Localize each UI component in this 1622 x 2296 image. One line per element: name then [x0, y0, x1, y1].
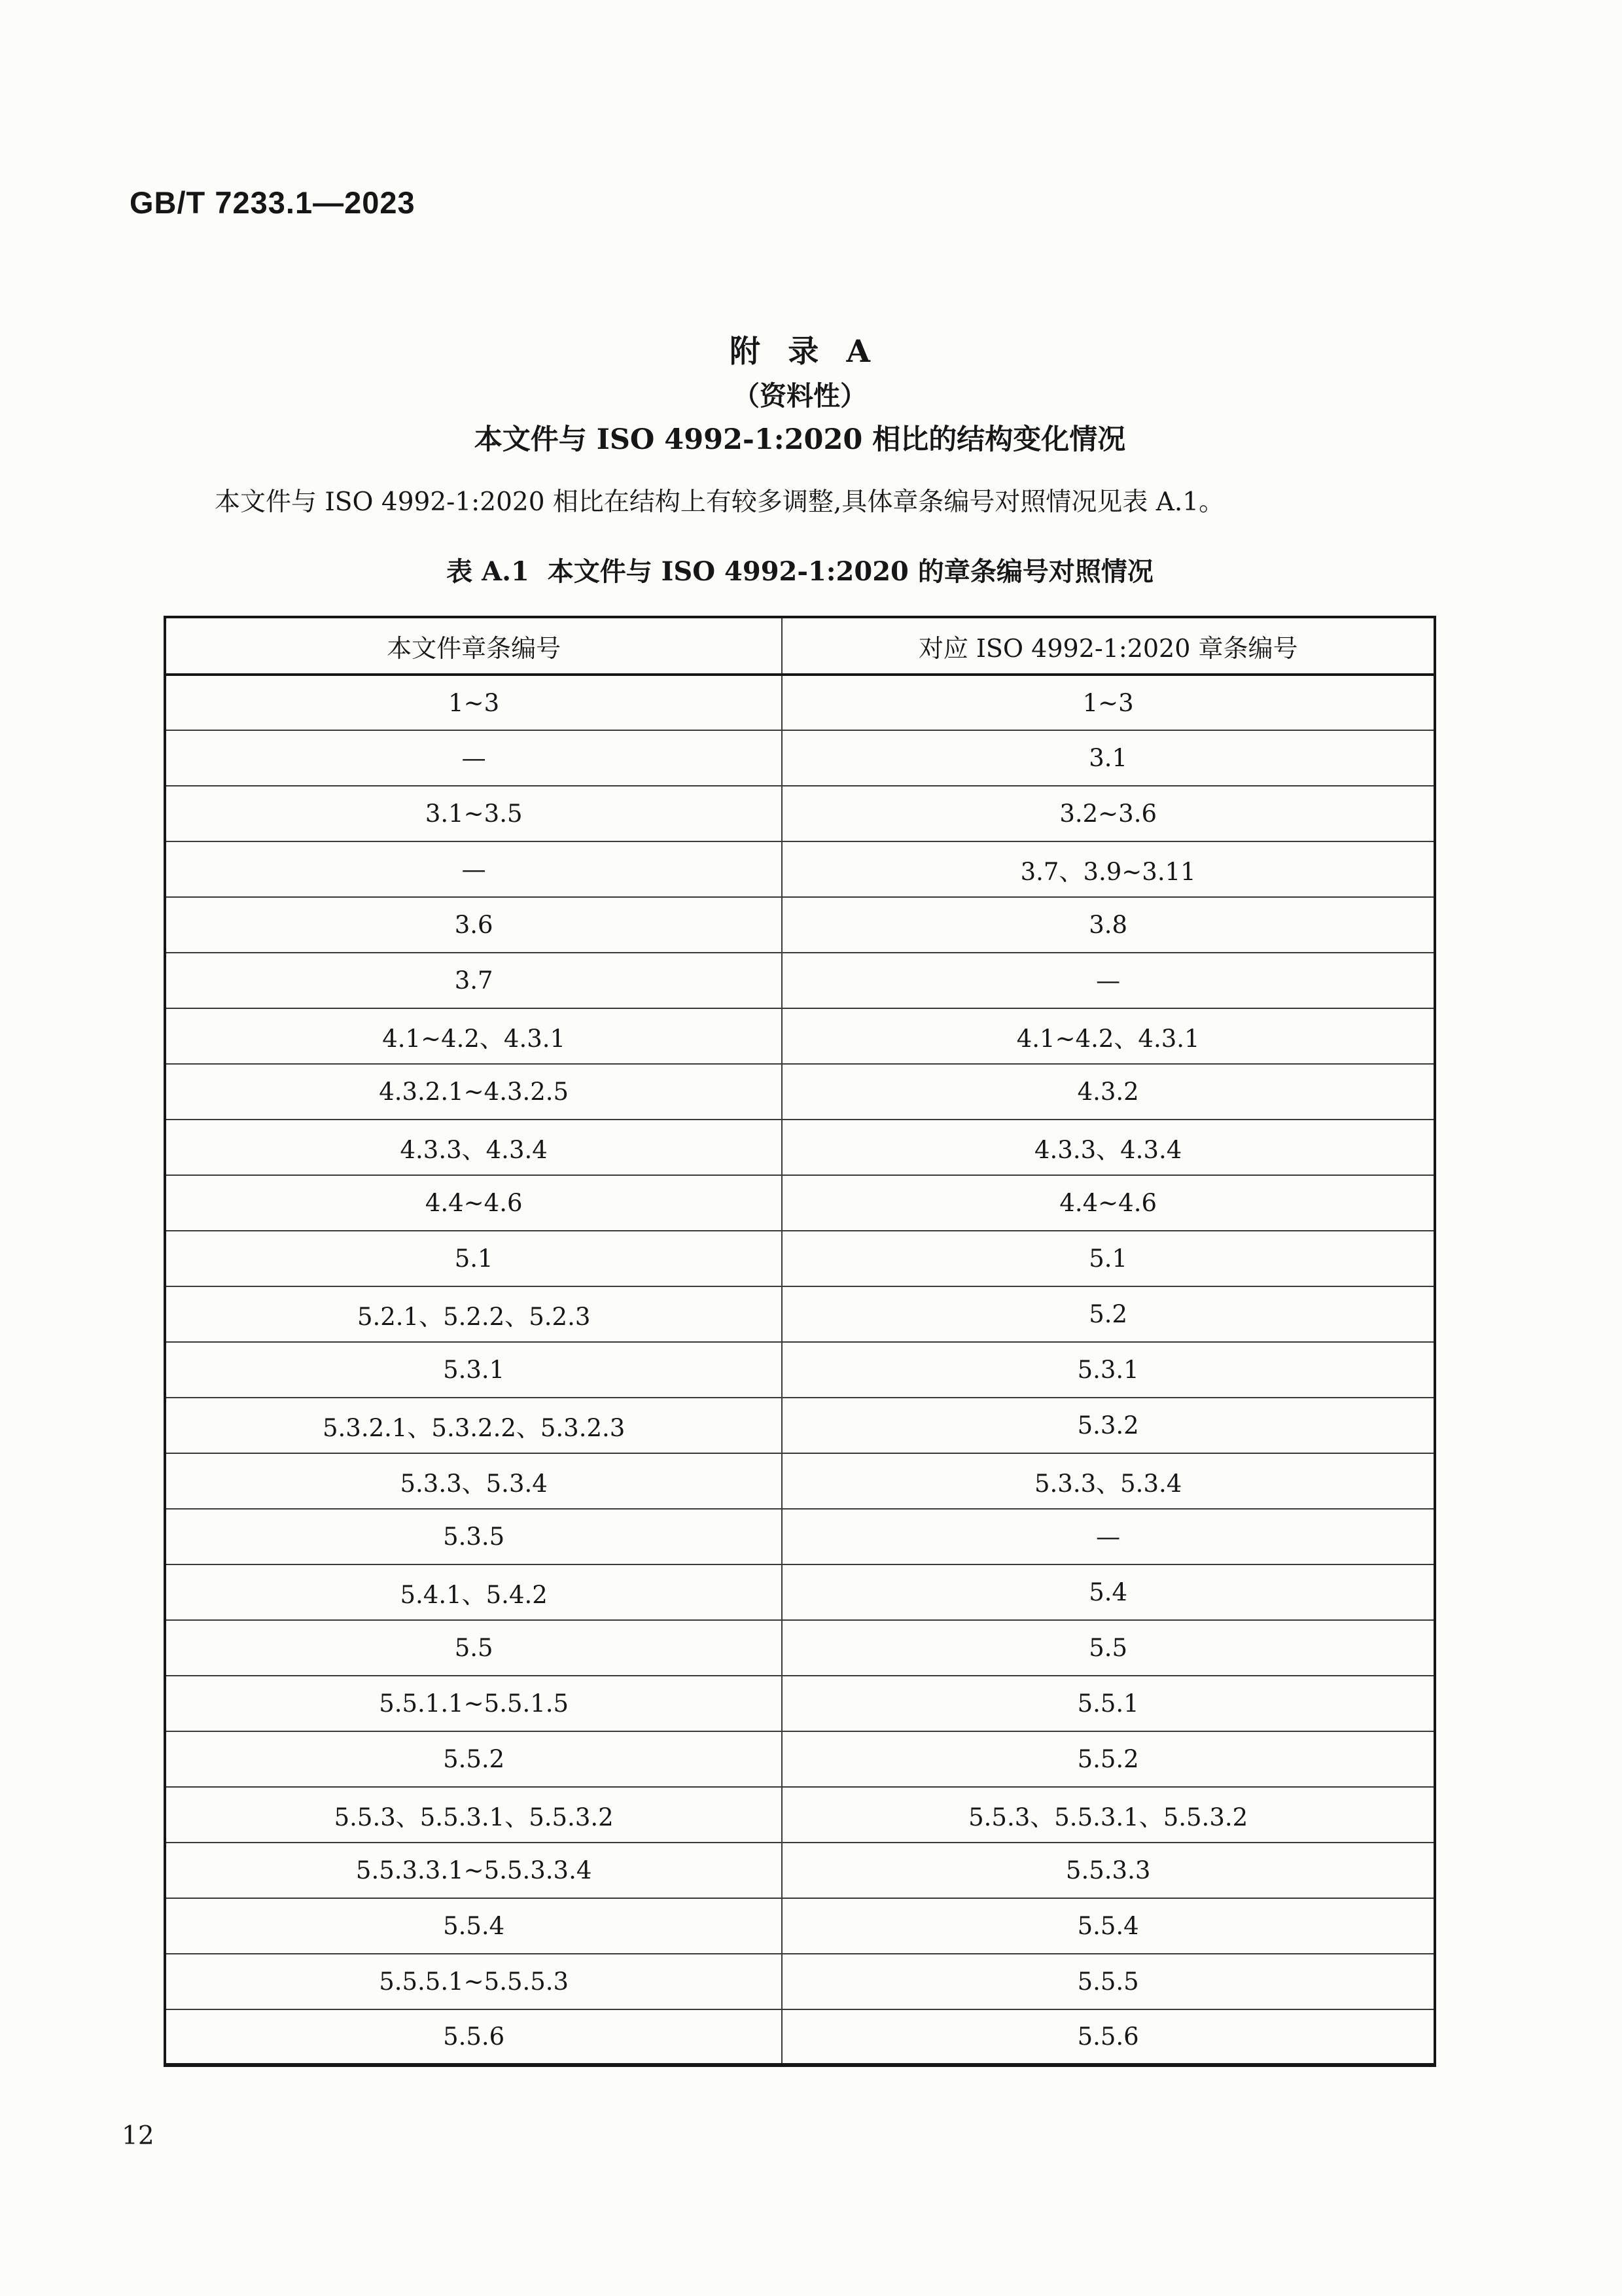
table-row	[165, 1453, 1435, 1509]
table-cell: 5.3.3、5.3.4	[400, 1469, 548, 1498]
table-cell: 4.4~4.6	[425, 1189, 523, 1217]
appendix-heading: 本文件与 ISO 4992-1:2020 相比的结构变化情况	[474, 423, 1126, 456]
table-row	[165, 1231, 1435, 1286]
table-cell: 5.2	[782, 1286, 1435, 1342]
table-caption: 表 A.1 本文件与 ISO 4992-1:2020 的章条编号对照情况	[446, 556, 1154, 587]
table-cell: 5.3.1	[443, 1356, 505, 1384]
table-row	[165, 730, 1435, 786]
table-cell: 5.3.5	[443, 1523, 505, 1551]
table-cell: 5.1	[454, 1245, 493, 1273]
table-cell: 5.5.3.3.1~5.5.3.3.4	[355, 1856, 592, 1884]
page-number: 12	[122, 2121, 154, 2151]
table-cell: 5.5.5.1~5.5.5.3	[379, 1968, 569, 1996]
table-cell: 1~3	[448, 688, 500, 717]
table-cell: 5.1	[782, 1231, 1435, 1286]
table-cell: 5.5.6	[443, 2022, 505, 2051]
table-cell: 5.5.3、5.5.3.1、5.5.3.2	[334, 1803, 614, 1831]
table-row	[165, 1342, 1435, 1398]
clause-mapping-table	[164, 616, 1436, 2067]
table-row	[165, 1120, 1435, 1175]
table-cell: 5.2.1、5.2.2、5.2.3	[357, 1302, 591, 1331]
table-cell: 5.5.4	[782, 1898, 1435, 1954]
table-row	[165, 897, 1435, 953]
table-header-iso-document: 对应 ISO 4992-1:2020 章条编号	[782, 617, 1435, 675]
table-row	[165, 786, 1435, 841]
table-row	[165, 1898, 1435, 1954]
table-row	[165, 675, 1435, 730]
table-cell: —	[782, 953, 1435, 1008]
table-cell: —	[461, 855, 486, 883]
table-cell: 5.5.3、5.5.3.1、5.5.3.2	[782, 1787, 1435, 1843]
appendix-title: 附 录 A	[730, 334, 870, 370]
table-body	[165, 675, 1435, 2065]
table-cell: 5.5.3.3	[782, 1843, 1435, 1898]
table-cell: 1~3	[782, 675, 1435, 730]
table-cell: 3.1~3.5	[425, 800, 523, 828]
table-cell: 5.5.2	[782, 1731, 1435, 1787]
table-row	[165, 1286, 1435, 1342]
table-cell: 5.5	[454, 1634, 493, 1662]
table-cell: 5.5.5	[782, 1954, 1435, 2009]
table-cell: 3.1	[782, 730, 1435, 786]
table-cell: 5.5.4	[443, 1912, 505, 1940]
table-row	[165, 1008, 1435, 1064]
table-cell: 5.5.1.1~5.5.1.5	[379, 1689, 569, 1718]
table-row	[165, 1954, 1435, 2009]
table-row	[165, 1564, 1435, 1620]
table-cell: 4.3.2	[782, 1064, 1435, 1120]
table-cell: 5.3.3、5.3.4	[782, 1453, 1435, 1509]
table-cell: 5.3.1	[782, 1342, 1435, 1398]
appendix-subtitle: （资料性）	[733, 380, 867, 412]
table-row	[165, 1175, 1435, 1231]
table-row	[165, 841, 1435, 897]
table-cell: 3.2~3.6	[782, 786, 1435, 841]
table-cell: 5.5.6	[782, 2009, 1435, 2065]
table-cell: 3.7、3.9~3.11	[782, 841, 1435, 897]
table-cell: 4.4~4.6	[782, 1175, 1435, 1231]
table-cell: 4.1~4.2、4.3.1	[382, 1024, 566, 1053]
table-cell: 5.5.1	[782, 1676, 1435, 1731]
table-row	[165, 1064, 1435, 1120]
table-cell: 4.3.3、4.3.4	[782, 1120, 1435, 1175]
table-cell: 5.5	[782, 1620, 1435, 1676]
table-header-row	[165, 617, 1435, 675]
table-row	[165, 1676, 1435, 1731]
table-cell: 4.3.3、4.3.4	[400, 1135, 548, 1164]
table-row	[165, 1620, 1435, 1676]
intro-paragraph: 本文件与 ISO 4992-1:2020 相比在结构上有较多调整,具体章条编号对照情况见表 A.1。	[215, 487, 1225, 517]
table-cell: 5.3.2.1、5.3.2.2、5.3.2.3	[322, 1413, 626, 1442]
table-cell: 3.7	[454, 966, 493, 995]
table-cell: 5.4	[782, 1564, 1435, 1620]
table-row	[165, 953, 1435, 1008]
table-row	[165, 1398, 1435, 1453]
table-cell: 4.3.2.1~4.3.2.5	[379, 1078, 569, 1106]
table-cell: —	[461, 744, 486, 772]
doc-number: GB/T 7233.1—2023	[130, 185, 415, 220]
table-cell: 4.1~4.2、4.3.1	[782, 1008, 1435, 1064]
table-cell: 3.8	[782, 897, 1435, 953]
table-header-this-document: 本文件章条编号	[387, 633, 561, 663]
table-cell: 3.6	[454, 911, 493, 939]
table-row	[165, 1843, 1435, 1898]
table-row	[165, 1509, 1435, 1564]
table-cell: 5.3.2	[782, 1398, 1435, 1453]
table-cell: —	[782, 1509, 1435, 1564]
table-row	[165, 2009, 1435, 2065]
table-cell: 5.4.1、5.4.2	[400, 1580, 548, 1609]
table-row	[165, 1731, 1435, 1787]
table-cell: 5.5.2	[443, 1745, 505, 1773]
table-row	[165, 1787, 1435, 1843]
